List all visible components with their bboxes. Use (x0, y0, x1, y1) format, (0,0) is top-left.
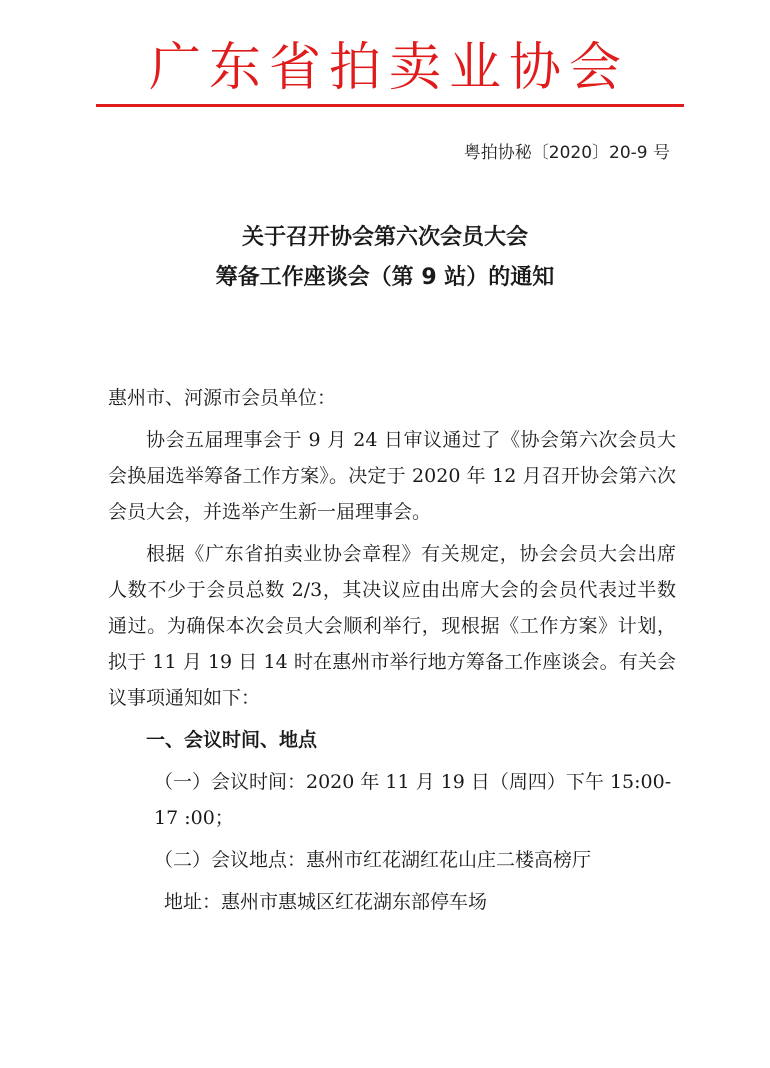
item-meeting-time: （一）会议时间：2020 年 11 月 19 日（周四）下午 15:00-17 :00； (154, 771, 672, 829)
letterhead-red-rule (96, 104, 684, 107)
paragraph-2: 根据《广东省拍卖业协会章程》有关规定，协会会员大会出席人数不少于会员总数 2/3，其决议应由出席大会的会员代表过半数通过。为确保本次会员大会顺利举行，现根据《工作方案》计划，拟于 11 月 19 日 14 时在惠州市举行地方筹备工作座谈会。有关会议事项通知如下： (108, 543, 676, 709)
document-body (108, 380, 676, 920)
salutation: 惠州市、河源市会员单位： (108, 387, 337, 409)
paragraph-1: 协会五届理事会于 9 月 24 日审议通过了《协会第六次会员大会换届选举筹备工作方案》。决定于 2020 年 12 月召开协会第六次会员大会，并选举产生新一届理事会。 (108, 429, 676, 523)
meeting-address: 地址：惠州市惠城区红花湖东部停车场 (164, 891, 488, 913)
document-title-line1: 关于召开协会第六次会员大会 (241, 225, 528, 250)
section-heading-1: 一、会议时间、地点 (146, 729, 318, 751)
organization-letterhead: 广东省拍卖业协会 (148, 38, 629, 98)
item-meeting-location: （二）会议地点：惠州市红花湖红花山庄二楼高榜厅 (154, 849, 592, 871)
document-number: 粤拍协秘〔2020〕20-9 号 (463, 143, 670, 163)
document-title (0, 218, 770, 298)
document-title-line2: 筹备工作座谈会（第 9 站）的通知 (215, 265, 555, 290)
